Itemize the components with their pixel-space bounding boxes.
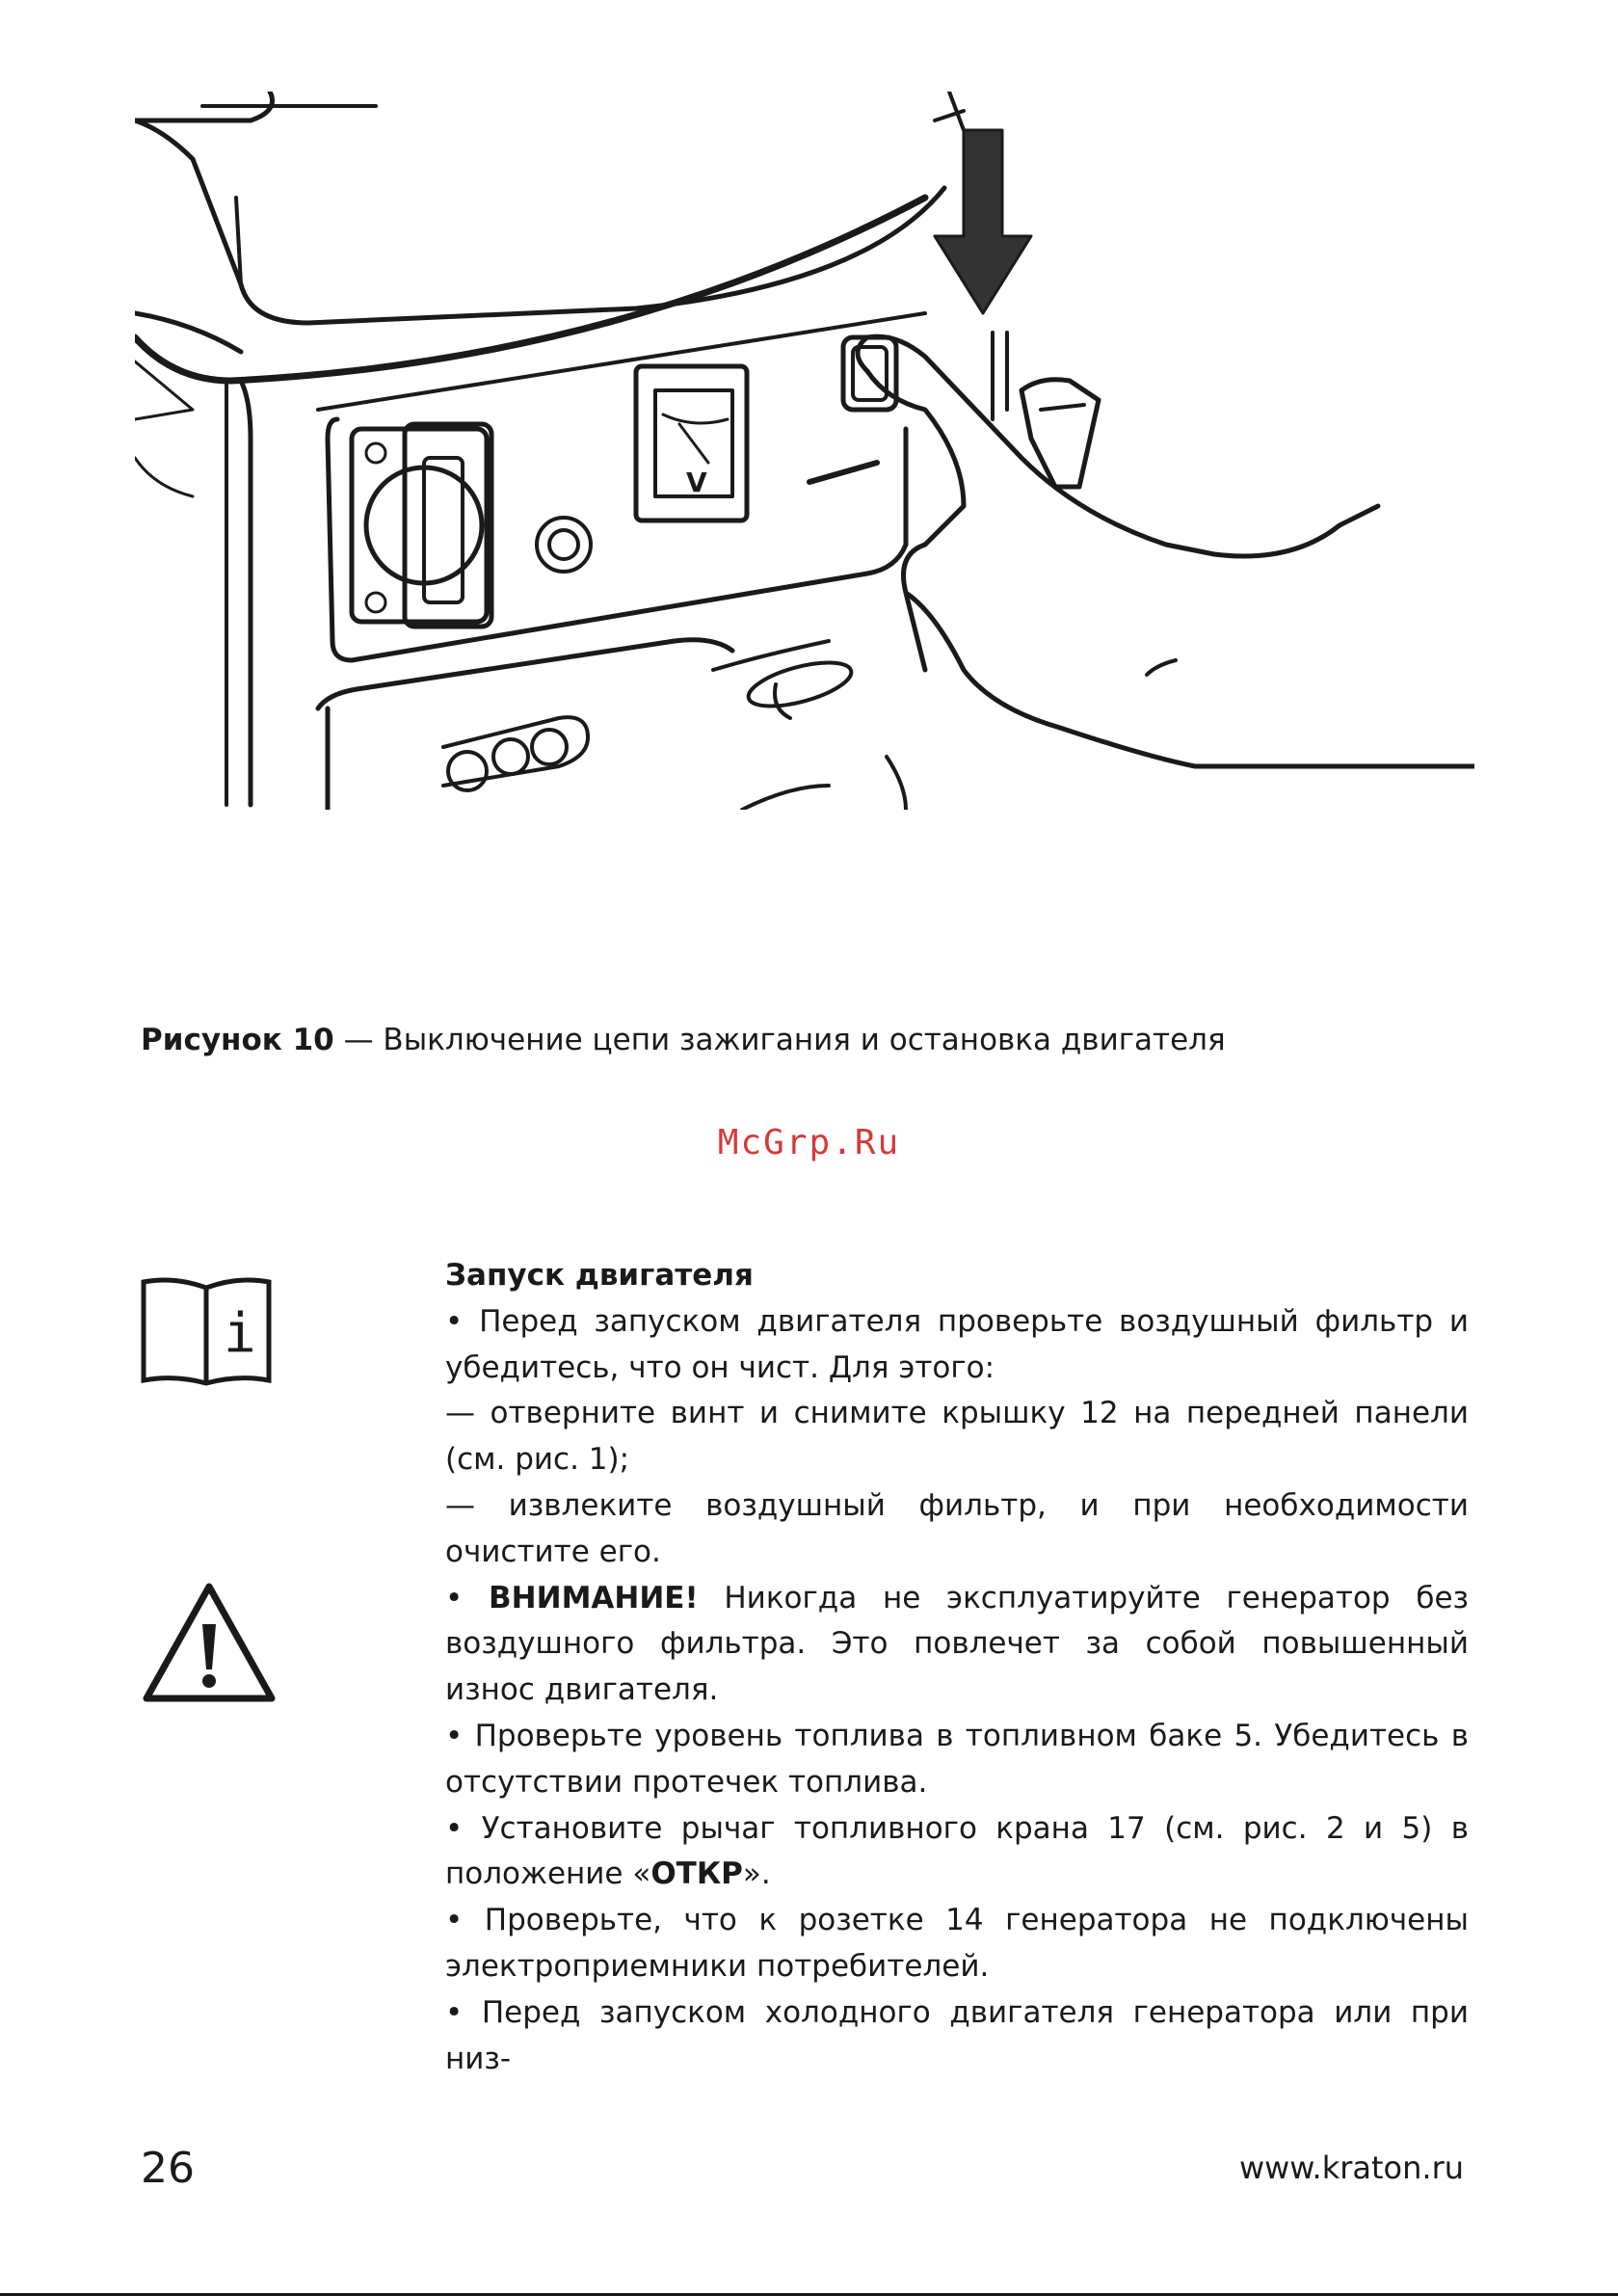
svg-text:i: i [224, 1302, 256, 1365]
manual-info-icon [141, 1274, 272, 1386]
watermark-text: McGrp.Ru [717, 1123, 901, 1162]
paragraph-check-filter: • Перед запуском двигателя проверьте воздушный фильтр и убедитесь, что он чист. Для этого: [445, 1303, 1469, 1385]
pointing-hand-drawing [858, 336, 1474, 766]
paragraph-warning: • ВНИМАНИЕ! Никогда не эксплуатируйте генератор без воздушного фильтра. Это повлечет за собой повышенный износ двигателя. [445, 1580, 1470, 1708]
site-url-link[interactable]: www.kraton.ru [1238, 2149, 1464, 2186]
figure-caption-text: — Выключение цепи зажигания и остановка двигателя [333, 1023, 1226, 1057]
figure-caption-label: Рисунок 10 [141, 1023, 334, 1057]
warning-label: ВНИМАНИЕ! [489, 1580, 699, 1615]
paragraph-socket-check: • Проверьте, что к розетке 14 генератора не подключены электроприемники потребителей. [445, 1903, 1469, 1984]
body-text [445, 1253, 1469, 2082]
paragraph-extract-filter: — извлеките воздушный фильтр, и при необходимости очистите его. [445, 1487, 1469, 1569]
paragraph-fuel-level: • Проверьте уровень топлива в топливном баке 5. Убедитесь в отсутствии протечек топлива. [445, 1718, 1469, 1800]
figure-generator-panel-illustration [135, 92, 1474, 810]
page-number: 26 [141, 2144, 195, 2193]
press-arrow-drawing [935, 130, 1031, 313]
voltmeter-drawing [636, 366, 747, 521]
svg-text:V: V [686, 467, 707, 498]
figure-caption [141, 1019, 1471, 1061]
socket-outlet-drawing [352, 424, 491, 627]
warning-triangle-icon [141, 1581, 278, 1704]
paragraph-fuel-valve: • Установите рычаг топливного крана 17 (см. рис. 2 и 5) в положение «ОТКР». [445, 1810, 1469, 1892]
paragraph-remove-cover: — отверните винт и снимите крышку 12 на передней панели (см. рис. 1); [445, 1396, 1469, 1478]
valve-open-label: ОТКР [650, 1856, 743, 1892]
section-heading: Запуск двигателя [445, 1258, 754, 1293]
paragraph-cold-start: • Перед запуском холодного двигателя генератора или при низ- [445, 1994, 1469, 2076]
